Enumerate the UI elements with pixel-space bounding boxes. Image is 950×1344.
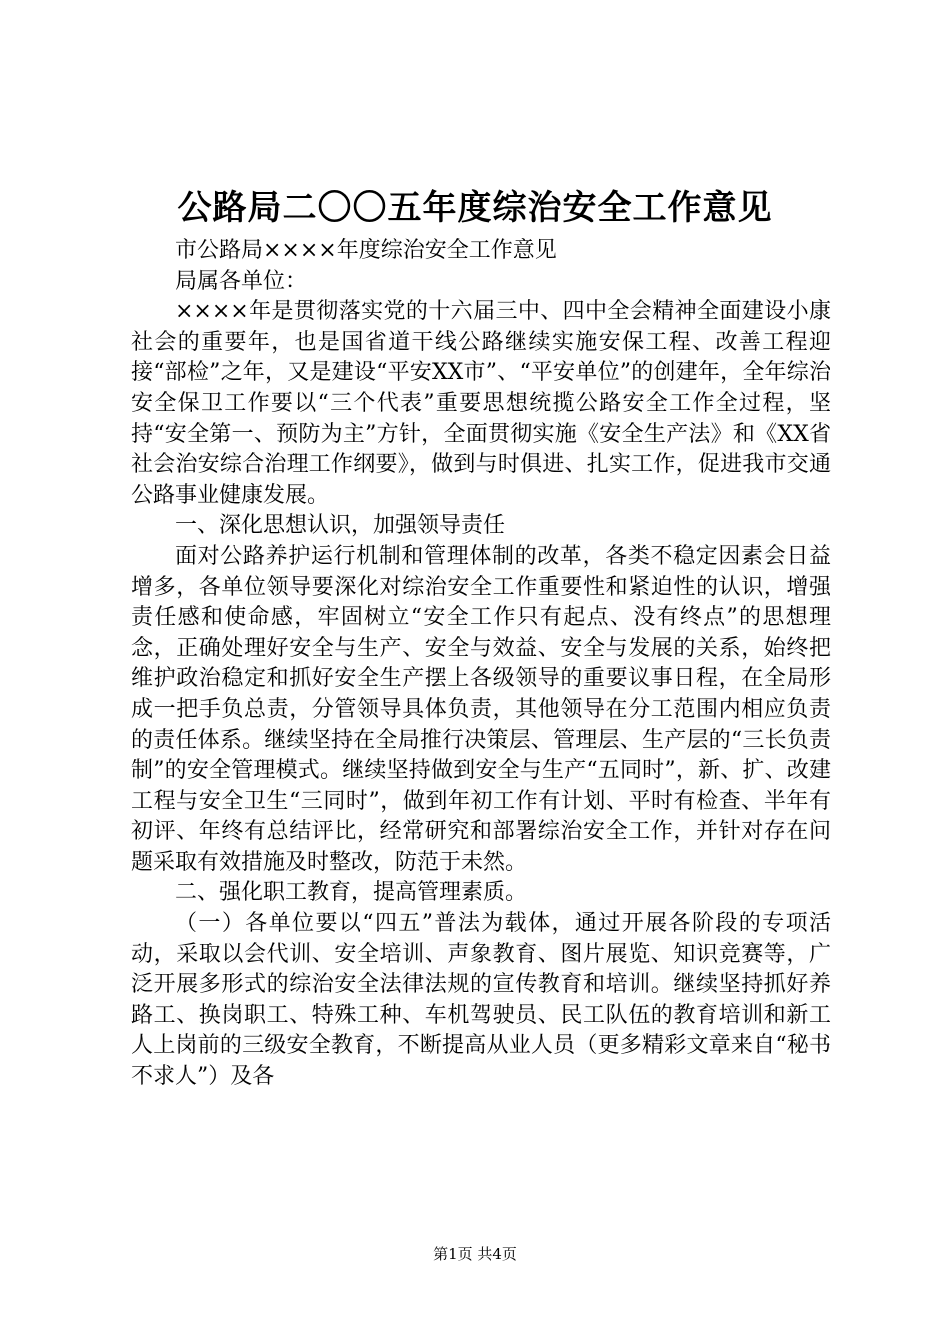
document-body — [131, 236, 831, 1093]
document-subtitle: 市公路局××××年度综治安全工作意见 — [175, 238, 557, 263]
section-heading-2: 二、强化职工教育，提高管理素质。 — [175, 880, 528, 906]
salutation: 局属各单位： — [175, 268, 308, 294]
section-2-paragraph: （一）各单位要以“四五”普法为载体，通过开展各阶段的专项活动，采取以会代训、安全培训、声象教育、图片展览、知识竞赛等，广泛开展多形式的综治安全法律法规的宣传教育和培训。继续坚持抓好养路工、换岗职工、特殊工种、车机驾驶员、民工队伍的教育培训和新工人上岗前的三级安全教育，不断提高从业人员（更多精彩文章来自“秘书不求人”）及各 — [131, 911, 831, 1090]
intro-paragraph: ××××年是贯彻落实党的十六届三中、四中全会精神全面建设小康社会的重要年，也是国省道干线公路继续实施安保工程、改善工程迎接“部检”之年，又是建设“平安XX市”、“平安单位”的创建年，全年综治安全保卫工作要以“三个代表”重要思想统揽公路安全工作全过程，坚持“安全第一、预防为主”方针，全面贯彻实施《安全生产法》和《XX省社会治安综合治理工作纲要》，做到与时俱进、扎实工作，促进我市交通公路事业健康发展。 — [131, 299, 831, 508]
page-number-footer: 第1页 共4页 — [433, 1245, 517, 1263]
section-1-paragraph: 面对公路养护运行机制和管理体制的改革，各类不稳定因素会日益增多，各单位领导要深化对综治安全工作重要性和紧迫性的认识，增强责任感和使命感，牢固树立“安全工作只有起点、没有终点”的思想理念，正确处理好安全与生产、安全与效益、安全与发展的关系，始终把维护政治稳定和抓好安全生产摆上各级领导的重要议事日程，在全局形成一把手负总责，分管领导具体负责，其他领导在分工范围内相应负责的责任体系。继续坚持在全局推行决策层、管理层、生产层的“三长负责制”的安全管理模式。继续坚持做到安全与生产“五同时”，新、扩、改建工程与安全卫生“三同时”，做到年初工作有计划、平时有检查、半年有初评、年终有总结评比，经常研究和部署综治安全工作，并针对存在问题采取有效措施及时整改，防范于未然。 — [131, 543, 831, 875]
document-title: 公路局二〇〇五年度综治安全工作意见 — [177, 188, 773, 228]
section-heading-1: 一、深化思想认识，加强领导责任 — [175, 513, 506, 539]
